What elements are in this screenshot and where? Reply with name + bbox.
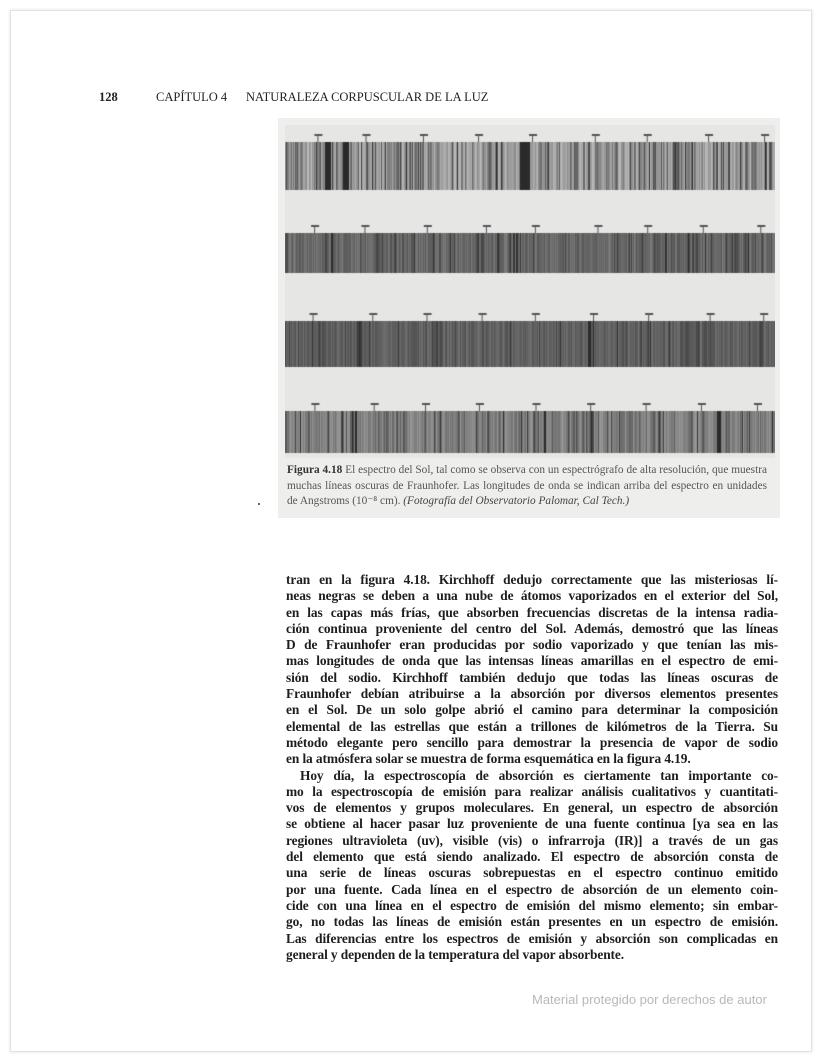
photo-credit: (Fotografía del Observatorio Palomar, Cal Tech.) — [403, 495, 630, 507]
text-line: general y dependen de la temperatura del vapor absorbente. — [286, 946, 624, 962]
figure-caption — [287, 463, 767, 510]
text-line: regiones ultravioleta (uv), visible (vis) o infrarroja (IR)] a través de un gas — [286, 832, 778, 848]
page-number: 128 — [99, 90, 118, 104]
text-line: go, no todas las líneas de emisión están presentes en un espectro de emisión. — [286, 914, 778, 930]
text-line: vos de elementos y grupos moleculares. En general, un espectro de absorción — [286, 800, 778, 816]
scan-speck — [258, 503, 260, 505]
text-line: elemental de las estrellas que están a trillones de kilómetros de la Tierra. Su — [286, 718, 778, 734]
text-line: tran en la figura 4.18. Kirchhoff dedujo correctamente que las misteriosas lí- — [286, 572, 778, 587]
text-line: en las capas más frías, que absorben frecuencias discretas de la intensa radia- — [286, 604, 778, 620]
text-line: ción continua proveniente del centro del Sol. Además, demostró que las líneas — [286, 620, 778, 636]
text-line: método elegante pero sencillo para demostrar la presencia de vapor de sodio — [286, 734, 778, 750]
text-line: se obtiene al hacer pasar luz proveniente de una fuente continua [ya sea en las — [286, 816, 778, 832]
text-line: en la atmósfera solar se muestra de forma esquemática en la figura 4.19. — [286, 751, 691, 767]
text-line: Fraunhofer debían atribuirse a la absorción por diversos elementos presentes — [286, 686, 778, 702]
text-line: en el Sol. De un solo golpe abrió el camino para determinar la composición — [286, 702, 778, 718]
figure-label: Figura 4.18 — [287, 464, 343, 476]
chapter-title: NATURALEZA CORPUSCULAR DE LA LUZ — [246, 90, 489, 104]
caption-text: El espectro del Sol, tal como se observa con un espectrógrafo de alta resolución, que muestra muchas líneas oscuras de Fraunhofer. Las longitudes de onda se indican arriba del espectro en unidades de Angstroms (10⁻⁸ cm). — [287, 464, 767, 507]
text-line: mas longitudes de onda que las intensas líneas amarillas en el espectro de emi- — [286, 653, 778, 669]
chapter-label: CAPÍTULO 4 — [156, 90, 228, 104]
copyright-watermark: Material protegido por derechos de autor — [532, 992, 767, 1007]
text-line: cide con una línea en el espectro de emisión del mismo elemento; sin embar- — [286, 897, 778, 913]
text-line: Hoy día, la espectroscopía de absorción es ciertamente tan importante co- — [300, 767, 778, 783]
text-line: una serie de líneas oscuras sobrepuestas en el espectro continuo emitido — [286, 865, 778, 881]
solar-spectrum-photo — [285, 125, 775, 458]
text-line: Las diferencias entre los espectros de emisión y absorción son complicadas en — [286, 930, 778, 946]
spectrum-strips — [285, 125, 775, 458]
text-line: neas negras se deben a una nube de átomos vaporizados en el exterior del Sol, — [286, 588, 778, 604]
text-line: sión del sodio. Kirchhoff también dedujo que todas las líneas oscuras de — [286, 669, 778, 685]
text-line: por una fuente. Cada línea en el espectro de absorción de un elemento coin- — [286, 881, 778, 897]
figure-4-18 — [278, 118, 780, 518]
text-line: D de Fraunhofer eran producidas por sodio vaporizado y que tenían las mis- — [286, 637, 778, 653]
text-line: del elemento que está siendo analizado. El espectro de absorción consta de — [286, 849, 778, 865]
body-text — [286, 572, 778, 963]
text-line: mo la espectroscopía de emisión para realizar análisis cualitativos y cuantitati- — [286, 783, 778, 799]
